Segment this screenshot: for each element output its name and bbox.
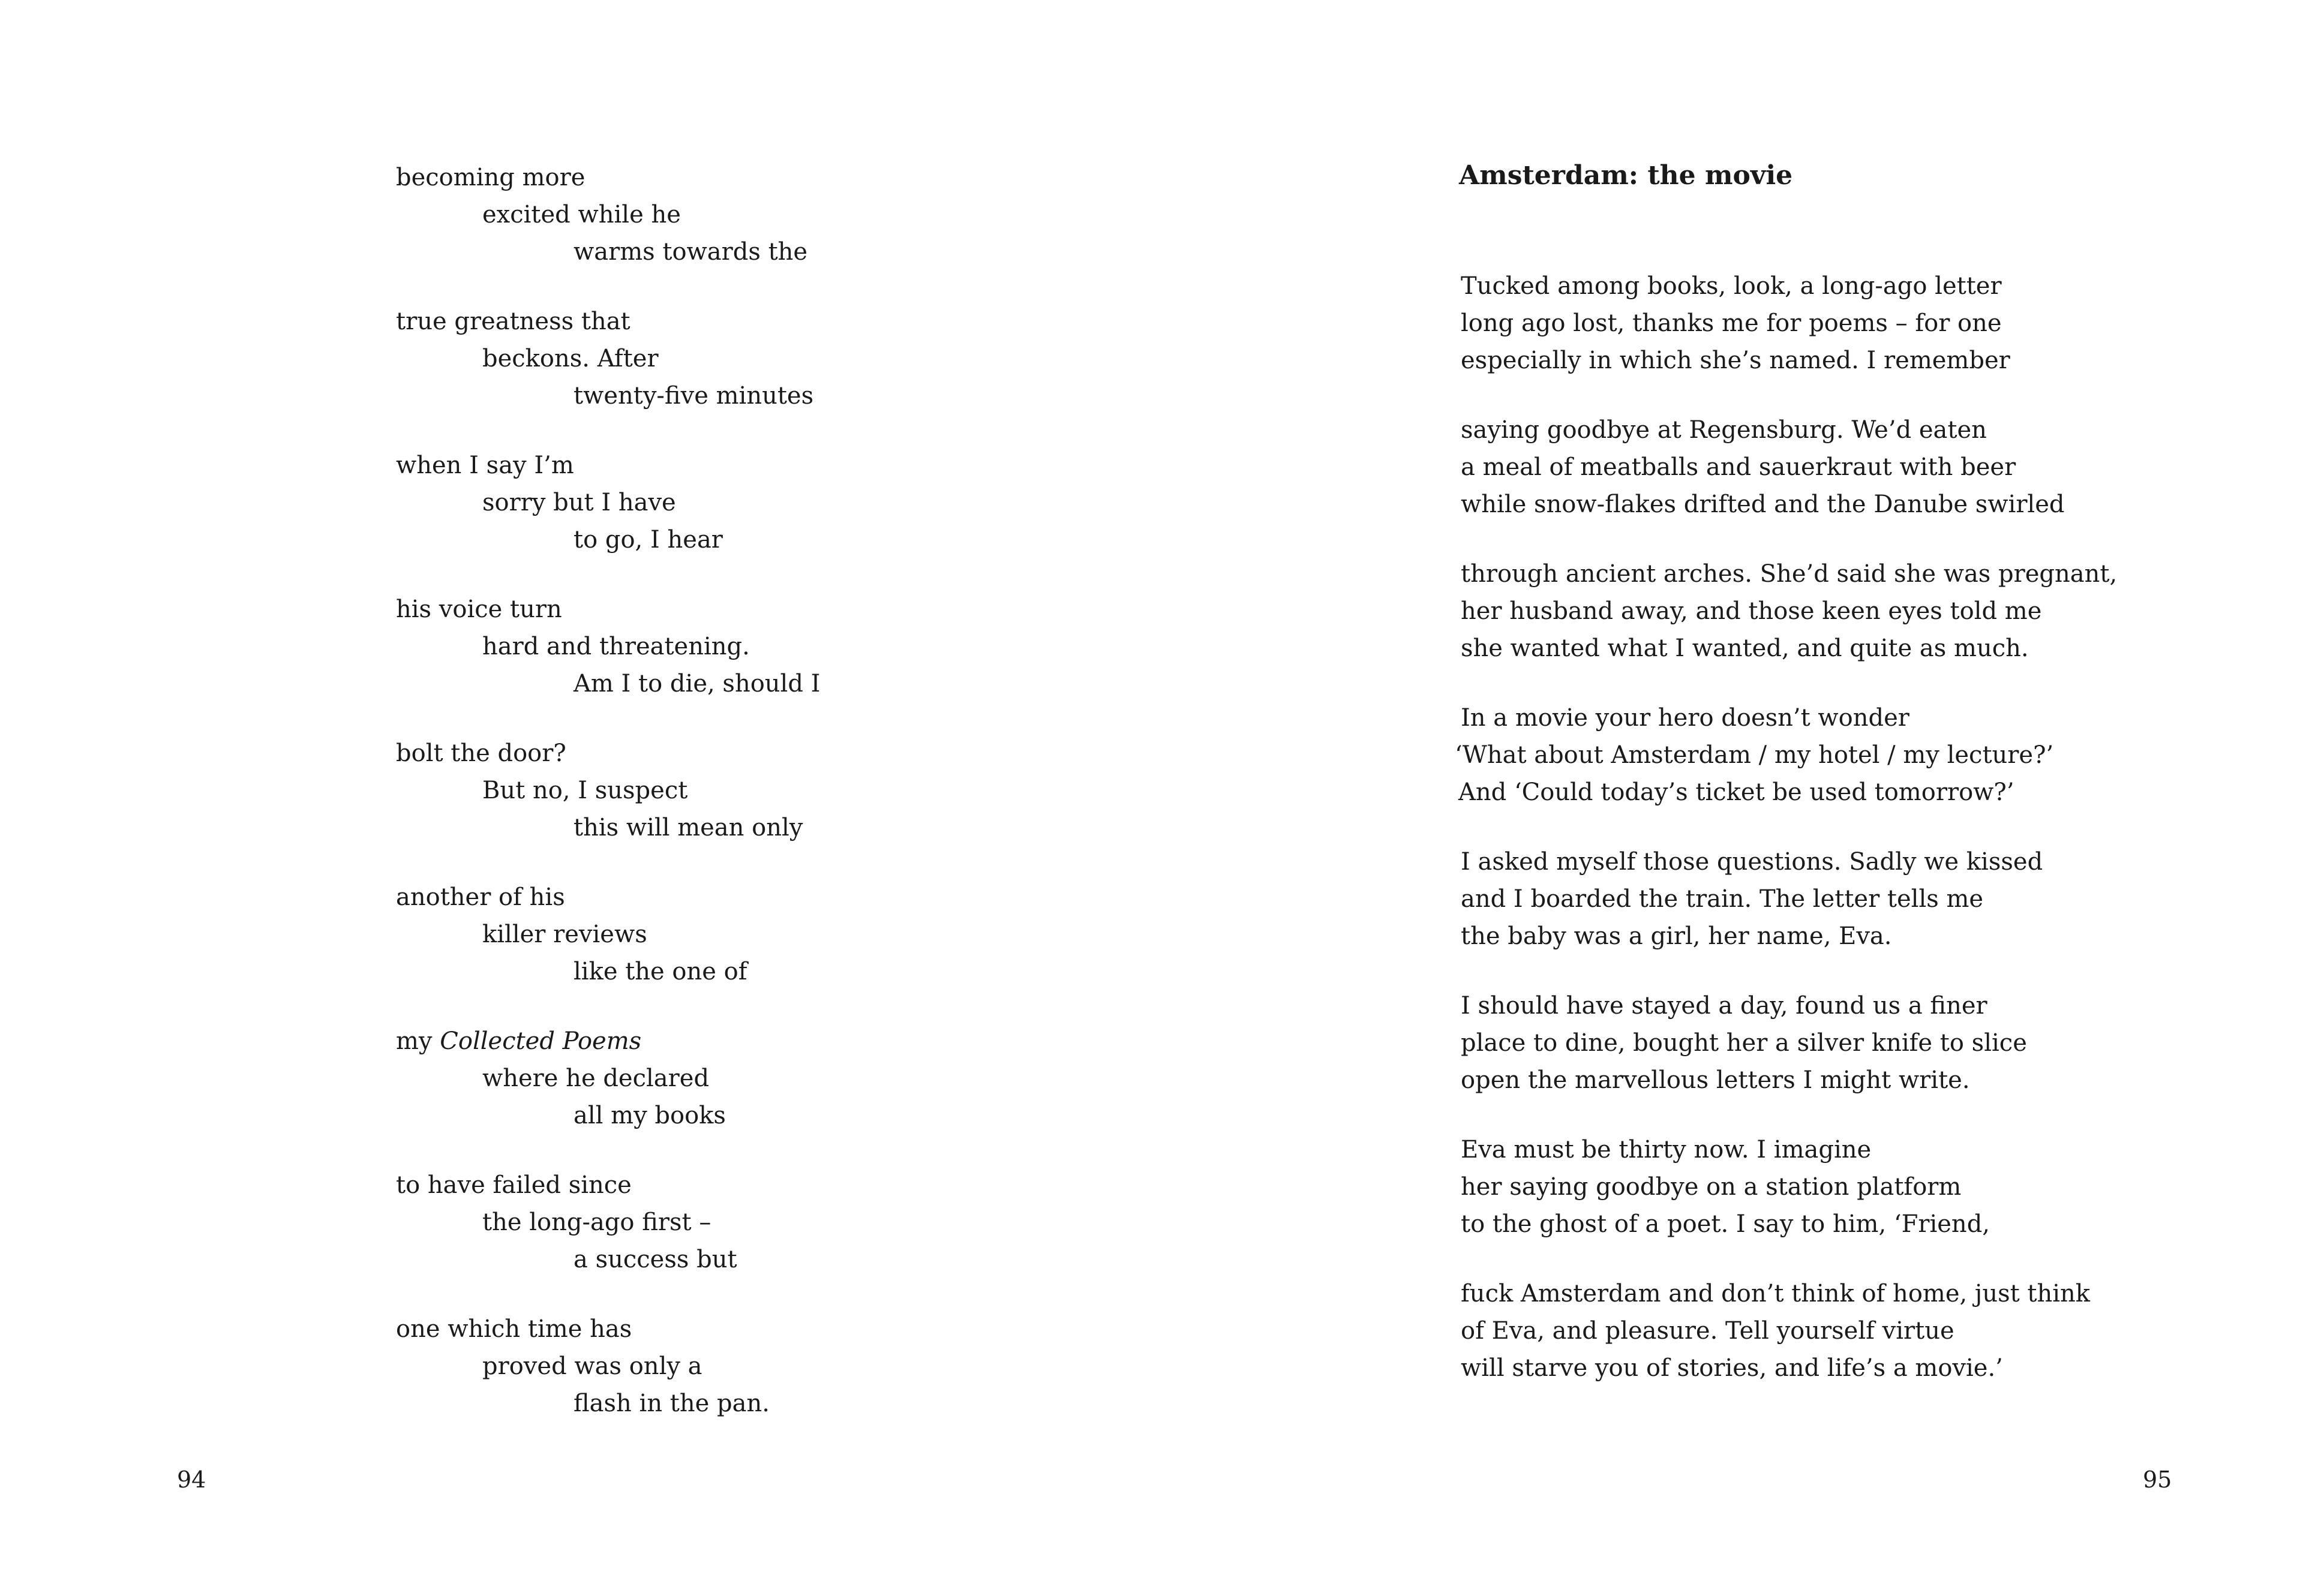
stanza [1461, 411, 2241, 523]
poem-line: another of his [396, 883, 565, 911]
poem-line: fuck Amsterdam and don’t think of home, just think [1461, 1280, 2091, 1308]
stanza [396, 879, 1056, 990]
stanza [1455, 699, 2241, 811]
poem-line: And ‘Could today’s ticket be used tomorrow?’ [1458, 779, 2014, 806]
book-title: Collected Poems [440, 1027, 642, 1055]
poem-line: Am I to die, should I [574, 670, 821, 698]
poem-line: In a movie your hero doesn’t wonder [1461, 704, 1909, 732]
poem-line: through ancient arches. She’d said she was pregnant, [1461, 560, 2118, 588]
poem-line: the baby was a girl, her name, Eva. [1461, 922, 1892, 950]
stanza [1461, 843, 2241, 955]
poem-line: open the marvellous letters I might write. [1461, 1066, 1970, 1094]
poem-line: sorry but I have [482, 489, 676, 516]
poem-line: to go, I hear [574, 526, 723, 554]
poem-line: this will mean only [574, 814, 803, 841]
stanza [396, 591, 1056, 702]
poem-line: Tucked among books, look, a long-ago letter [1461, 272, 2002, 300]
stanza [396, 447, 1056, 558]
poem-line: I asked myself those questions. Sadly we kissed [1461, 848, 2043, 876]
stanza [396, 303, 1056, 414]
right-page [1162, 0, 2324, 1587]
stanza [396, 1023, 1056, 1134]
poem-line: to the ghost of a poet. I say to him, ‘Friend, [1461, 1210, 1990, 1238]
poem-line: long ago lost, thanks me for poems – for one [1461, 309, 2002, 337]
poem-line: to have failed since [396, 1171, 632, 1199]
poem-line: killer reviews [482, 921, 647, 948]
poem-line: a success but [574, 1246, 737, 1273]
poem-line: will starve you of stories, and life’s a movie.’ [1461, 1354, 2003, 1382]
poem-line-collected [396, 1023, 1056, 1060]
poem-line: and I boarded the train. The letter tells me [1461, 885, 1984, 913]
stanza [1461, 555, 2241, 667]
poem-line: I should have stayed a day, found us a finer [1461, 992, 1987, 1020]
poem-line-prefix: my [396, 1027, 440, 1055]
poem-line: while snow-flakes drifted and the Danube swirled [1461, 491, 2065, 518]
poem-line: saying goodbye at Regensburg. We’d eaten [1461, 416, 1987, 444]
poem-title: Amsterdam: the movie [1459, 160, 1793, 191]
poem-line: her saying goodbye on a station platform [1461, 1173, 1962, 1201]
poem-line: her husband away, and those keen eyes told me [1461, 597, 2042, 625]
right-poem [1455, 267, 2241, 1419]
poem-line: flash in the pan. [574, 1390, 770, 1417]
poem-line: his voice turn [396, 596, 562, 623]
poem-line: like the one of [574, 958, 747, 985]
stanza [1461, 1275, 2241, 1387]
stanza [396, 159, 1056, 270]
poem-line: she wanted what I wanted, and quite as much. [1461, 635, 2029, 662]
poem-line: one which time has [396, 1315, 632, 1343]
poem-line: bolt the door? [396, 740, 566, 767]
poem-line: especially in which she’s named. I remember [1461, 347, 2010, 374]
poem-line: But no, I suspect [482, 777, 688, 804]
page-number-left: 94 [177, 1466, 206, 1493]
poem-line: a meal of meatballs and sauerkraut with beer [1461, 453, 2016, 481]
poem-line: of Eva, and pleasure. Tell yourself virtue [1461, 1317, 1954, 1345]
poem-line: ‘What about Amsterdam / my hotel / my lecture?’ [1455, 741, 2054, 769]
page-number-right: 95 [2143, 1466, 2172, 1493]
poem-line: place to dine, bought her a silver knife to slice [1461, 1029, 2027, 1057]
poem-line: where he declared [482, 1065, 710, 1092]
left-poem [396, 159, 1056, 1454]
poem-line: excited while he [482, 201, 681, 229]
stanza [396, 735, 1056, 846]
poem-line: warms towards the [574, 238, 808, 266]
poem-line: all my books [574, 1102, 726, 1129]
poem-line: true greatness that [396, 308, 630, 335]
poem-line: proved was only a [482, 1352, 702, 1380]
poem-line: twenty-five minutes [574, 382, 814, 410]
poem-line: hard and threatening. [482, 633, 750, 660]
poem-line: becoming more [396, 164, 585, 191]
poem-line: when I say I’m [396, 452, 574, 479]
stanza [1461, 1131, 2241, 1243]
poem-line: Eva must be thirty now. I imagine [1461, 1136, 1872, 1164]
poem-line: beckons. After [482, 345, 659, 372]
stanza [396, 1311, 1056, 1422]
stanza [1461, 987, 2241, 1099]
stanza [396, 1167, 1056, 1278]
stanza [1461, 267, 2241, 379]
poem-line: the long-ago first – [482, 1209, 711, 1236]
